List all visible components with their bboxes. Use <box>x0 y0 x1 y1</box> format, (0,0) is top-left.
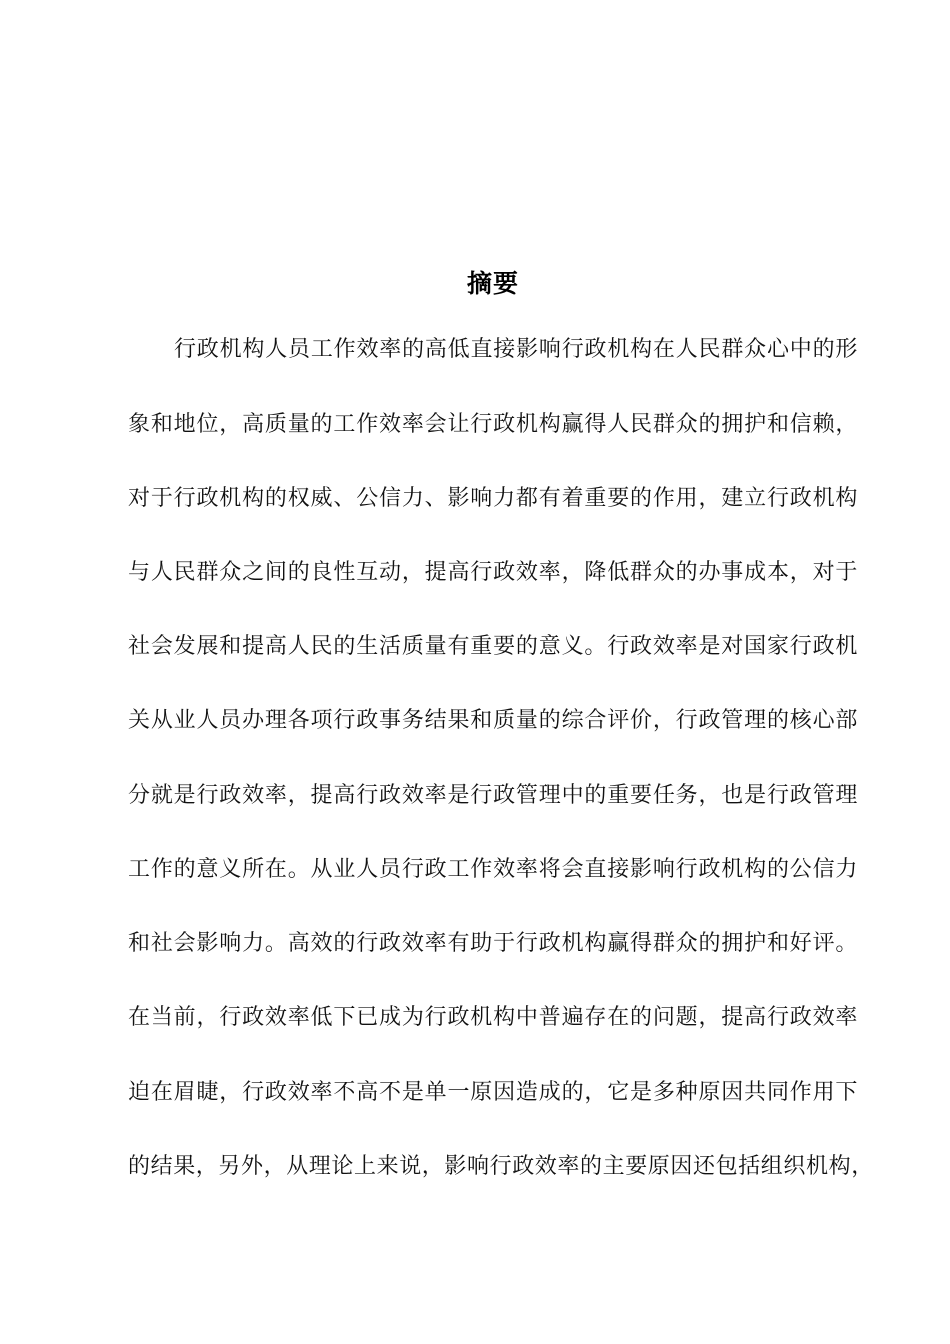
paragraph-line-8: 工作的意义所在。从业人员行政工作效率将会直接影响行政机构的公信力 <box>128 857 858 882</box>
abstract-title: 摘要 <box>466 269 519 298</box>
paragraph-line-9: 和社会影响力。高效的行政效率有助于行政机构赢得群众的拥护和好评。 <box>128 931 858 956</box>
paragraph-line-2: 象和地位，高质量的工作效率会让行政机构赢得人民群众的拥护和信赖， <box>128 412 858 437</box>
paragraph-line-10: 在当前，行政效率低下已成为行政机构中普遍存在的问题，提高行政效率 <box>128 1005 858 1030</box>
paragraph-line-11: 迫在眉睫，行政效率不高不是单一原因造成的，它是多种原因共同作用下 <box>128 1080 858 1105</box>
paragraph-line-4: 与人民群众之间的良性互动，提高行政效率，降低群众的办事成本，对于 <box>128 560 858 585</box>
paragraph-line-5: 社会发展和提高人民的生活质量有重要的意义。行政效率是对国家行政机 <box>128 634 858 659</box>
paragraph-line-12: 的结果，另外，从理论上来说，影响行政效率的主要原因还包括组织机构， <box>128 1154 874 1179</box>
paragraph-line-1: 行政机构人员工作效率的高低直接影响行政机构在人民群众心中的形 <box>174 337 858 362</box>
paragraph-line-7: 分就是行政效率，提高行政效率是行政管理中的重要任务，也是行政管理 <box>128 783 858 808</box>
paragraph-line-3: 对于行政机构的权威、公信力、影响力都有着重要的作用，建立行政机构 <box>128 486 858 511</box>
paragraph-line-6: 关从业人员办理各项行政事务结果和质量的综合评价，行政管理的核心部 <box>128 708 858 733</box>
